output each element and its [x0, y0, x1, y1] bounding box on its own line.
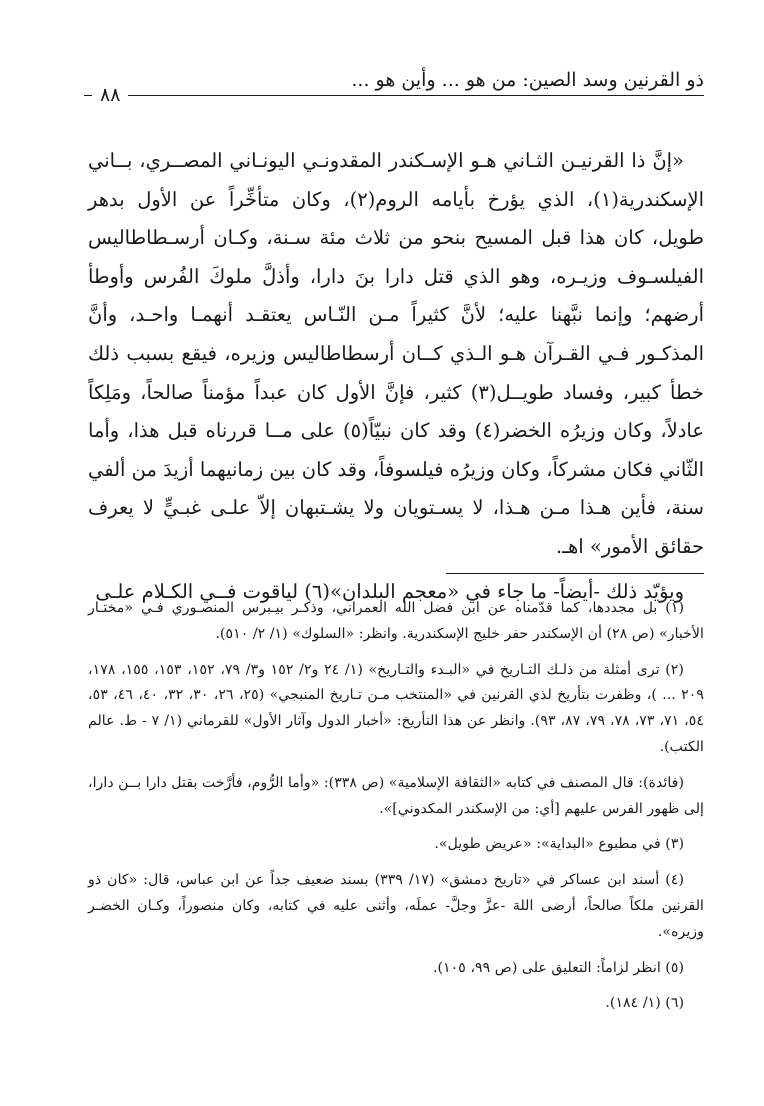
page-number: ٨٨ [92, 84, 128, 106]
footnotes [88, 596, 704, 1027]
footnote-5: (٥) انظر لزاماً: التعليق على (ص ٩٩، ١٠٥). [432, 959, 684, 976]
footnote-1: (١) بل مجددها، كما قدّمناه عن ابن فضل الله العمراني، وذكـر بيـبرس المنصـوري فـي «مختـار الأخبار» (ص ٢٨) أن الإسكندر حفر خليج الإسكندرية. وانظر: «السلوك» (١/ ٢/ ٥١٠). [88, 600, 704, 642]
main-text [88, 142, 704, 611]
footnote-6: (٦) (١/ ١٨٤). [605, 995, 684, 1012]
body-paragraph-1: «إنَّ ذا القرنيـن الثـاني هـو الإسـكندر المقدونـي اليونـاني المصــري، بــاني الإسكندرية(١)، الذي يؤرخ بأيامه الروم(٢)، وكان متأخِّراً عن الأول بدهر طويل، كان هذا قبل المسيح بنحو من ثلاث مئة سـنة، وكـان أرسـطاطاليس الفيلسـوف وزيـره، وهو الذي قتل دارا بنَ دارا، وأذلَّ ملوكَ الفُرس وأوطأ أرضهم؛ وإنما نبَّهنا عليه؛ لأنَّ كثيراً مـن النّـاس يعتقـد أنهمـا واحـد، وأنَّ المذكـور فـي القـرآن هـو الـذي كــان أرسطاطاليس وزيره، فيقع بسبب ذلك خطأ كبير، وفساد طويــل(٣) كثير، فإنَّ الأول كان عبداً مؤمناً صالحاً، ومَلِكاً عادلاً، وكان وزيرُه الخضر(٤) وقد كان نبيّاً(٥) على مــا قررناه قبل هذا، وأما الثّاني فكان مشركاً، وكان وزيرُه فيلسوفاً، وقد كان بين زمانيهما أزيدَ من ألفي سنة، فأين هـذا مـن هـذا، لا يسـتويان ولا يشـتبهان إلاّ علـى غبـيٍّ لا يعرف حقائق الأمور» اهـ. [88, 149, 705, 558]
footnote-3: (٣) في مطبوع «البداية»: «عريض طويل». [434, 836, 684, 853]
body-paragraph-2: ويؤيّد ذلك -أيضاً- ما جاء في «معجم البلدان»(٦) لياقوت فــي الكـلام علـى [95, 579, 684, 603]
footnote-note: (فائدة): قال المصنف في كتابه «الثقافة الإسلامية» (ص ٣٣٨): «وأما الرُّوم، فأرَّخت بقتل دارا بــن دارا، إلى ظهور الفرس عليهم [أي: من الإسكندر المكدوني]». [88, 774, 704, 817]
footnote-4: (٤) أسند ابن عساكر في «تاريخ دمشق» (١٧/ ٣٣٩) بسند ضعيف جداً عن ابن عباس، قال: «كان ذو القرنين ملكاً صالحاً، أرضى اللهَ -عزَّ وجلَّ- عملَه، وأثنى عليه في كتابه، وكان منصوراً، وكـان الخضـر وزيره». [88, 872, 704, 940]
footnote-2: (٢) ترى أمثلة من ذلـك التـاريخ في «البـدء والتـاريخ» (١/ ٢٤ و٢/ ١٥٢ و٣/ ٧٩، ١٥٢، ١٥٣، ١٥٥، ١٧٨، ٢٠٩ ... )، وظفرت بتأريخ لذي القرنين في «المنتخب مـن تـاريخ المنبجي» (٢٥، ٢٦، ٣٠، ٣٢، ٤٠، ٤٦، ٥٣، ٥٤، ٧١، ٧٣، ٧٨، ٧٩، ٨٧، ٩٣). وانظر عن هذا التأريخ: «أخبار الدول وآثار الأول» للقرماني (١/ ٧ - ط. عالم الكتب). [88, 661, 705, 755]
footnote-separator [446, 573, 704, 574]
header-title: ذو القرنين وسد الصين: من هو ... وأين هو ... [351, 69, 704, 91]
running-header [84, 66, 704, 106]
header-rule [84, 95, 704, 96]
